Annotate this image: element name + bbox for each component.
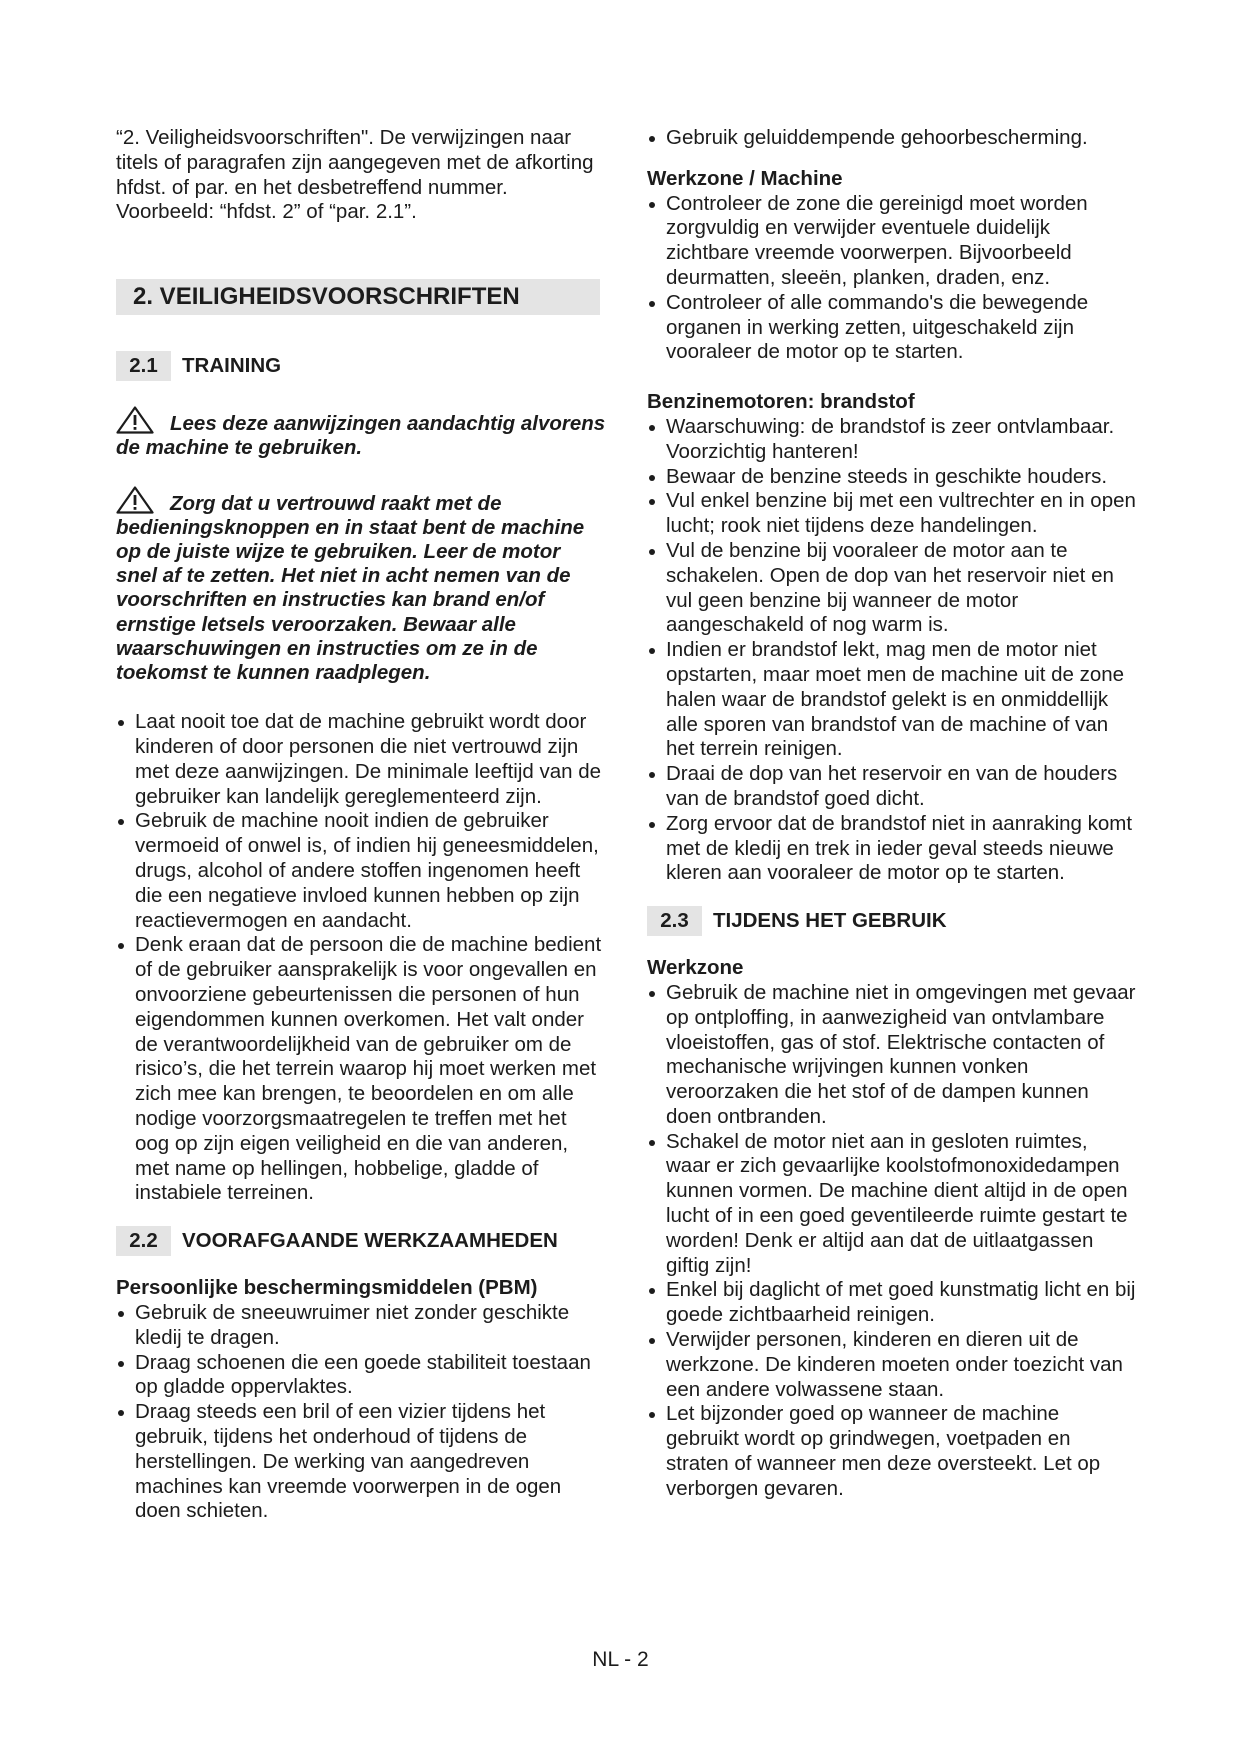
list-item: Gebruik de sneeuwruimer niet zonder geschikte kledij te dragen. xyxy=(116,1301,606,1351)
list-item: Gebruik de machine niet in omgevingen met gevaar op ontploffing, in aanwezigheid van ontvlambare vloeistoffen, gas of stof. Elektrische contacten of mechanische wrijvingen kunnen vonken veroorzaken die het stof of de dampen kunnen doen ontbranden. xyxy=(647,981,1137,1130)
warning-2-text: Zorg dat u vertrouwd raakt met de bedieningsknoppen en in staat bent de machine op de juiste wijze te gebruiken. Leer de motor snel af te zetten. Het niet in acht nemen van de voorschriften en instructies kan brand en/of ernstige letsels veroorzaken. Bewaar alle waarschuwingen en instructies om ze in de toekomst te kunnen raadplegen. xyxy=(116,491,585,685)
subsection-label: TIJDENS HET GEBRUIK xyxy=(713,909,947,933)
subsection-label: TRAINING xyxy=(182,354,282,378)
list-item: Waarschuwing: de brandstof is zeer ontvlambaar. Voorzichtig hanteren! xyxy=(647,415,1137,465)
pbm-list xyxy=(116,1301,606,1524)
benzine-list xyxy=(647,415,1137,886)
subsection-number: 2.2 xyxy=(116,1226,171,1256)
list-item: Laat nooit toe dat de machine gebruikt wordt door kinderen of door personen die niet vertrouwd zijn met deze aanwijzingen. De minimale leeftijd van de gebruiker kan landelijk gereglementeerd zijn. xyxy=(116,710,606,809)
warning-1 xyxy=(116,406,606,460)
warning-2 xyxy=(116,486,606,686)
list-item: Let bijzonder goed op wanneer de machine gebruikt wordt op grindwegen, voetpaden en straten of wanneer men deze oversteekt. Let op verborgen gevaren. xyxy=(647,1402,1137,1501)
list-item: Draag steeds een bril of een vizier tijdens het gebruik, tijdens het onderhoud of tijdens de herstellingen. De werking van aangedreven machines kan vreemde voorwerpen in de ogen doen schieten. xyxy=(116,1400,606,1524)
list-item: Vul de benzine bij vooraleer de motor aan te schakelen. Open de dop van het reservoir niet en vul geen benzine bij wanneer de motor aangeschakeld of nog warm is. xyxy=(647,539,1137,638)
list-item: Controleer de zone die gereinigd moet worden zorgvuldig en verwijder eventuele duidelijk zichtbare vreemde voorwerpen. Bijvoorbeeld deurmatten, sleeën, planken, draden, enz. xyxy=(647,192,1137,291)
list-item: Schakel de motor niet aan in gesloten ruimtes, waar er zich gevaarlijke koolstofmonoxidedampen kunnen vormen. De machine dient altijd in de open lucht of in een goed geventileerde ruimte gestart te worden! Denk er altijd aan dat de uitlaatgassen giftig zijn! xyxy=(647,1130,1137,1279)
right-column xyxy=(647,126,1137,1502)
werkzone-machine-list xyxy=(647,192,1137,366)
list-item: Gebruik de machine nooit indien de gebruiker vermoeid of onwel is, of indien hij geneesmiddelen, drugs, alcohol of andere stoffen ingenomen heeft die een negatieve invloed kunnen hebben op zijn reactievermogen en aandacht. xyxy=(116,809,606,933)
intro-paragraph: “2. Veiligheidsvoorschriften". De verwijzingen naar titels of paragrafen zijn aangegeven met de afkorting hfdst. of par. en het desbetreffend nummer. Voorbeeld: “hfdst. 2” of “par. 2.1”. xyxy=(116,126,594,224)
werkzone-machine-heading: Werkzone / Machine xyxy=(647,166,843,190)
werkzone-heading: Werkzone xyxy=(647,956,744,980)
page-number: NL - 2 xyxy=(592,1648,649,1671)
list-item: Verwijder personen, kinderen en dieren uit de werkzone. De kinderen moeten onder toezicht van een andere volwassene staan. xyxy=(647,1328,1137,1402)
subsection-heading-voorafgaande xyxy=(116,1226,606,1256)
subsection-heading-training xyxy=(116,351,606,381)
werkzone-list xyxy=(647,981,1137,1502)
list-item: Gebruik geluiddempende gehoorbescherming. xyxy=(647,126,1137,151)
list-item: Vul enkel benzine bij met een vultrechter en in open lucht; rook niet tijdens deze handelingen. xyxy=(647,489,1137,539)
warning-triangle-icon xyxy=(116,406,154,434)
list-item: Denk eraan dat de persoon die de machine bedient of de gebruiker aansprakelijk is voor ongevallen en onvoorziene gebeurtenissen die personen of hun eigendommen kunnen overkomen. Het valt onder de verantwoordelijkheid van de gebruiker om de risico’s, die het terrein waarop hij moet werken met zich mee kan brengen, te beoordelen en om alle nodige voorzorgsmaatregelen te treffen met het oog op zijn eigen veiligheid en die van anderen, met name op hellingen, hobbelige, gladde of instabiele terreinen. xyxy=(116,933,606,1206)
warning-1-text: Lees deze aanwijzingen aandachtig alvorens de machine te gebruiken. xyxy=(116,412,606,460)
list-item: Zorg ervoor dat de brandstof niet in aanraking komt met de kledij en trek in ieder geval steeds nieuwe kleren aan vooraleer de motor op te starten. xyxy=(647,812,1137,886)
warning-triangle-icon xyxy=(116,486,154,514)
list-item: Draag schoenen die een goede stabiliteit toestaan op gladde oppervlaktes. xyxy=(116,1351,606,1401)
training-list xyxy=(116,710,606,1206)
list-item: Bewaar de benzine steeds in geschikte houders. xyxy=(647,465,1137,490)
list-item: Enkel bij daglicht of met goed kunstmatig licht en bij goede zichtbaarheid reinigen. xyxy=(647,1278,1137,1328)
pbm-continued-list xyxy=(647,126,1137,151)
left-column xyxy=(116,126,606,1524)
benzine-heading: Benzinemotoren: brandstof xyxy=(647,390,915,414)
list-item: Draai de dop van het reservoir en van de houders van de brandstof goed dicht. xyxy=(647,762,1137,812)
list-item: Controleer of alle commando's die bewegende organen in werking zetten, uitgeschakeld zijn vooraleer de motor op te starten. xyxy=(647,291,1137,365)
subsection-heading-tijdens xyxy=(647,906,1137,936)
subsection-number: 2.1 xyxy=(116,351,171,381)
pbm-heading: Persoonlijke beschermingsmiddelen (PBM) xyxy=(116,1276,538,1300)
section-title: 2. VEILIGHEIDSVOORSCHRIFTEN xyxy=(116,279,600,315)
subsection-label: VOORAFGAANDE WERKZAAMHEDEN xyxy=(182,1229,558,1253)
list-item: Indien er brandstof lekt, mag men de motor niet opstarten, maar moet men de machine uit de zone halen waar de brandstof gelekt is en onmiddellijk alle sporen van brandstof van de machine of van het terrein reinigen. xyxy=(647,638,1137,762)
subsection-number: 2.3 xyxy=(647,906,702,936)
